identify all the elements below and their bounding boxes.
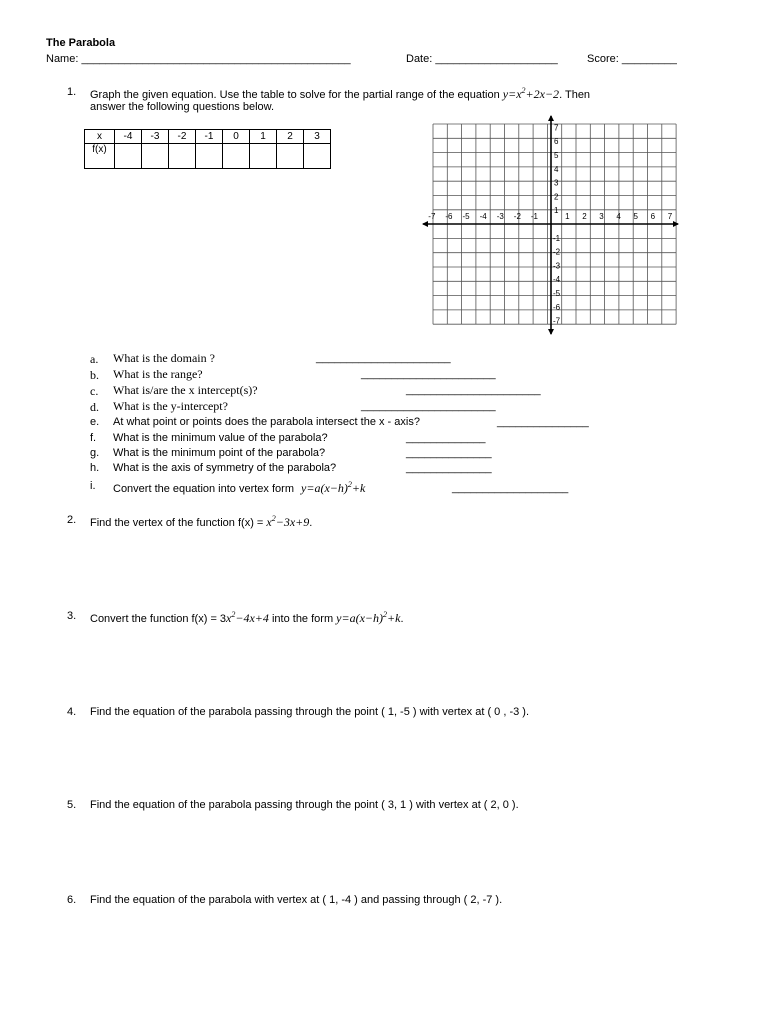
subq-b-answer-line[interactable]: ______________________ <box>361 368 496 380</box>
y-tick-label: 4 <box>554 164 559 174</box>
q3-eq-a: x <box>226 611 232 625</box>
y-tick-label: -6 <box>553 302 561 312</box>
subq-a-text: What is the domain ? <box>113 351 215 365</box>
q3-eq-c: y=a(x−h) <box>336 611 384 625</box>
subq-b-text: What is the range? <box>113 367 203 381</box>
subq-f-text: What is the minimum value of the parabola? <box>113 432 328 444</box>
y-tick-label: -5 <box>553 289 561 298</box>
table-cell-x: -1 <box>196 130 223 144</box>
table-cell-x: -3 <box>142 130 169 144</box>
subq-h-letter: h. <box>90 462 100 474</box>
x-tick-label: 5 <box>633 212 638 221</box>
x-tick-label: -2 <box>513 212 521 221</box>
q3-label: Convert the function f(x) = 3 <box>90 613 227 625</box>
subq-d-letter: d. <box>90 400 99 414</box>
q6-text: Find the equation of the parabola with vertex at ( 1, -4 ) and passing through ( 2, -7 ). <box>90 894 503 906</box>
table-cell-x: -2 <box>169 130 196 144</box>
name-field[interactable]: Name: ____________________________________________ <box>46 53 351 65</box>
score-field[interactable]: Score: _________ <box>587 53 677 65</box>
vertex-form-b: +k <box>351 481 366 495</box>
q3-eq-d: +k <box>387 611 401 625</box>
vertex-form-exp: 2 <box>347 480 352 489</box>
subq-g-answer-line[interactable]: ______________ <box>406 447 492 459</box>
q2-tail: . <box>309 517 313 529</box>
subq-i-text <box>113 480 365 496</box>
y-tick-label: 1 <box>554 206 559 216</box>
subq-a-answer-line[interactable]: ______________________ <box>316 352 451 364</box>
subq-e-answer-line[interactable]: _______________ <box>497 416 589 428</box>
x-tick-label: -5 <box>462 212 470 221</box>
subq-b-letter: b. <box>90 368 99 382</box>
q1-eq-a: y=x <box>502 87 522 101</box>
table-cell-x: -4 <box>115 130 142 144</box>
q3-eq-exp: 2 <box>231 610 236 619</box>
table-row-x <box>85 130 331 144</box>
q3-number: 3. <box>67 610 77 622</box>
subq-e-letter: e. <box>90 416 100 428</box>
subq-c-letter: c. <box>90 384 99 398</box>
subq-g-letter: g. <box>90 447 100 459</box>
q2-label: Find the vertex of the function f(x) = <box>90 517 264 529</box>
y-tick-label: 7 <box>554 123 559 133</box>
q6-number: 6. <box>67 894 77 906</box>
table-cell-x: 3 <box>304 130 331 144</box>
q5-number: 5. <box>67 799 77 811</box>
subq-f-answer-line[interactable]: _____________ <box>406 432 486 444</box>
q2-equation <box>266 515 309 529</box>
q4-number: 4. <box>67 706 77 718</box>
table-cell-fx[interactable] <box>196 144 223 169</box>
worksheet-title: The Parabola <box>46 37 116 49</box>
table-cell-x: 0 <box>223 130 250 144</box>
x-tick-label: 3 <box>599 212 604 221</box>
q2-eq-a: x <box>266 515 272 529</box>
q3-text <box>90 610 404 626</box>
y-tick-label: -4 <box>553 275 561 285</box>
table-cell-fx[interactable] <box>277 144 304 169</box>
coordinate-grid-svg <box>420 114 680 336</box>
vertex-form-a: y=a(x−h) <box>301 481 348 495</box>
subq-i-letter: i. <box>90 480 96 492</box>
subq-g-text: What is the minimum point of the parabola? <box>113 447 326 459</box>
q1-eq-b: +2x−2 <box>525 87 560 101</box>
x-axis-arrow-left <box>422 221 428 227</box>
y-tick-label: -3 <box>553 261 561 271</box>
vertex-form-equation <box>301 481 365 495</box>
q3-equation <box>226 611 269 625</box>
q2-number: 2. <box>67 514 77 526</box>
y-tick-label: 2 <box>554 192 559 202</box>
q2-eq-b: −3x+9 <box>275 515 310 529</box>
table-cell-fx[interactable] <box>142 144 169 169</box>
subq-h-answer-line[interactable]: ______________ <box>406 462 492 474</box>
q1-equation <box>503 87 559 101</box>
subq-i-answer-line[interactable]: ___________________ <box>452 482 569 494</box>
subq-a-letter: a. <box>90 352 99 366</box>
table-cell-fx[interactable] <box>250 144 277 169</box>
x-tick-label: -3 <box>496 212 504 221</box>
subq-c-text: What is/are the x intercept(s)? <box>113 383 258 397</box>
y-axis-arrow-up <box>548 115 554 121</box>
q3-vertex-form <box>336 611 400 625</box>
x-tick-label: 7 <box>667 212 673 221</box>
y-tick-label: -1 <box>553 233 561 243</box>
table-cell-x: 1 <box>250 130 277 144</box>
table-row-fx <box>85 144 331 169</box>
x-tick-label: -7 <box>428 212 436 221</box>
x-tick-label: -4 <box>479 212 487 221</box>
q1-eq-exp: 2 <box>521 86 526 95</box>
fx-table <box>84 129 331 169</box>
table-cell-fx[interactable] <box>223 144 250 169</box>
y-tick-label: 3 <box>554 178 559 188</box>
x-tick-label: 1 <box>565 212 570 221</box>
q3-mid: into the form <box>271 613 334 625</box>
q1-text-b: . Then <box>559 89 591 101</box>
x-tick-label: 6 <box>650 212 656 221</box>
coordinate-grid[interactable] <box>420 114 680 339</box>
table-cell-fx[interactable] <box>169 144 196 169</box>
y-tick-label: 6 <box>554 137 559 147</box>
q1-text-c: answer the following questions below. <box>90 101 275 113</box>
q2-eq-exp: 2 <box>271 514 276 523</box>
q1-number: 1. <box>67 86 77 98</box>
x-tick-label: 4 <box>616 212 621 221</box>
subq-c-answer-line[interactable]: ______________________ <box>406 384 541 396</box>
x-tick-label: 2 <box>582 212 587 221</box>
table-header-x: x <box>85 130 115 144</box>
table-header-fx: f(x) <box>85 144 115 169</box>
subq-f-letter: f. <box>90 432 97 444</box>
table-cell-x: 2 <box>277 130 304 144</box>
subq-i-label: Convert the equation into vertex form <box>113 483 294 495</box>
x-tick-label: -6 <box>445 212 453 221</box>
date-field[interactable]: Date: ____________________ <box>406 53 558 65</box>
table-cell-fx[interactable] <box>115 144 142 169</box>
q1-text <box>90 86 590 102</box>
subq-d-text: What is the y-intercept? <box>113 399 228 413</box>
y-tick-label: -2 <box>553 247 561 257</box>
q2-text <box>90 514 312 530</box>
q3-eq-exp2: 2 <box>383 610 388 619</box>
subq-d-answer-line[interactable]: ______________________ <box>361 400 496 412</box>
table-cell-fx[interactable] <box>304 144 331 169</box>
q3-tail: . <box>400 613 404 625</box>
subq-e-text: At what point or points does the parabola intersect the x - axis? <box>113 416 420 428</box>
y-axis-arrow-down <box>548 329 554 335</box>
q1-text-a: Graph the given equation. Use the table to solve for the partial range of the equation <box>90 89 500 101</box>
x-tick-label: -1 <box>530 212 539 221</box>
y-tick-label: 5 <box>554 151 559 160</box>
q4-text: Find the equation of the parabola passing through the point ( 1, -5 ) with vertex at ( 0 , -3 ). <box>90 706 530 718</box>
y-tick-label: -7 <box>553 316 561 326</box>
q3-eq-b: −4x+4 <box>235 611 269 625</box>
q5-text: Find the equation of the parabola passing through the point ( 3, 1 ) with vertex at ( 2, 0 ). <box>90 799 519 811</box>
subq-h-text: What is the axis of symmetry of the parabola? <box>113 462 337 474</box>
